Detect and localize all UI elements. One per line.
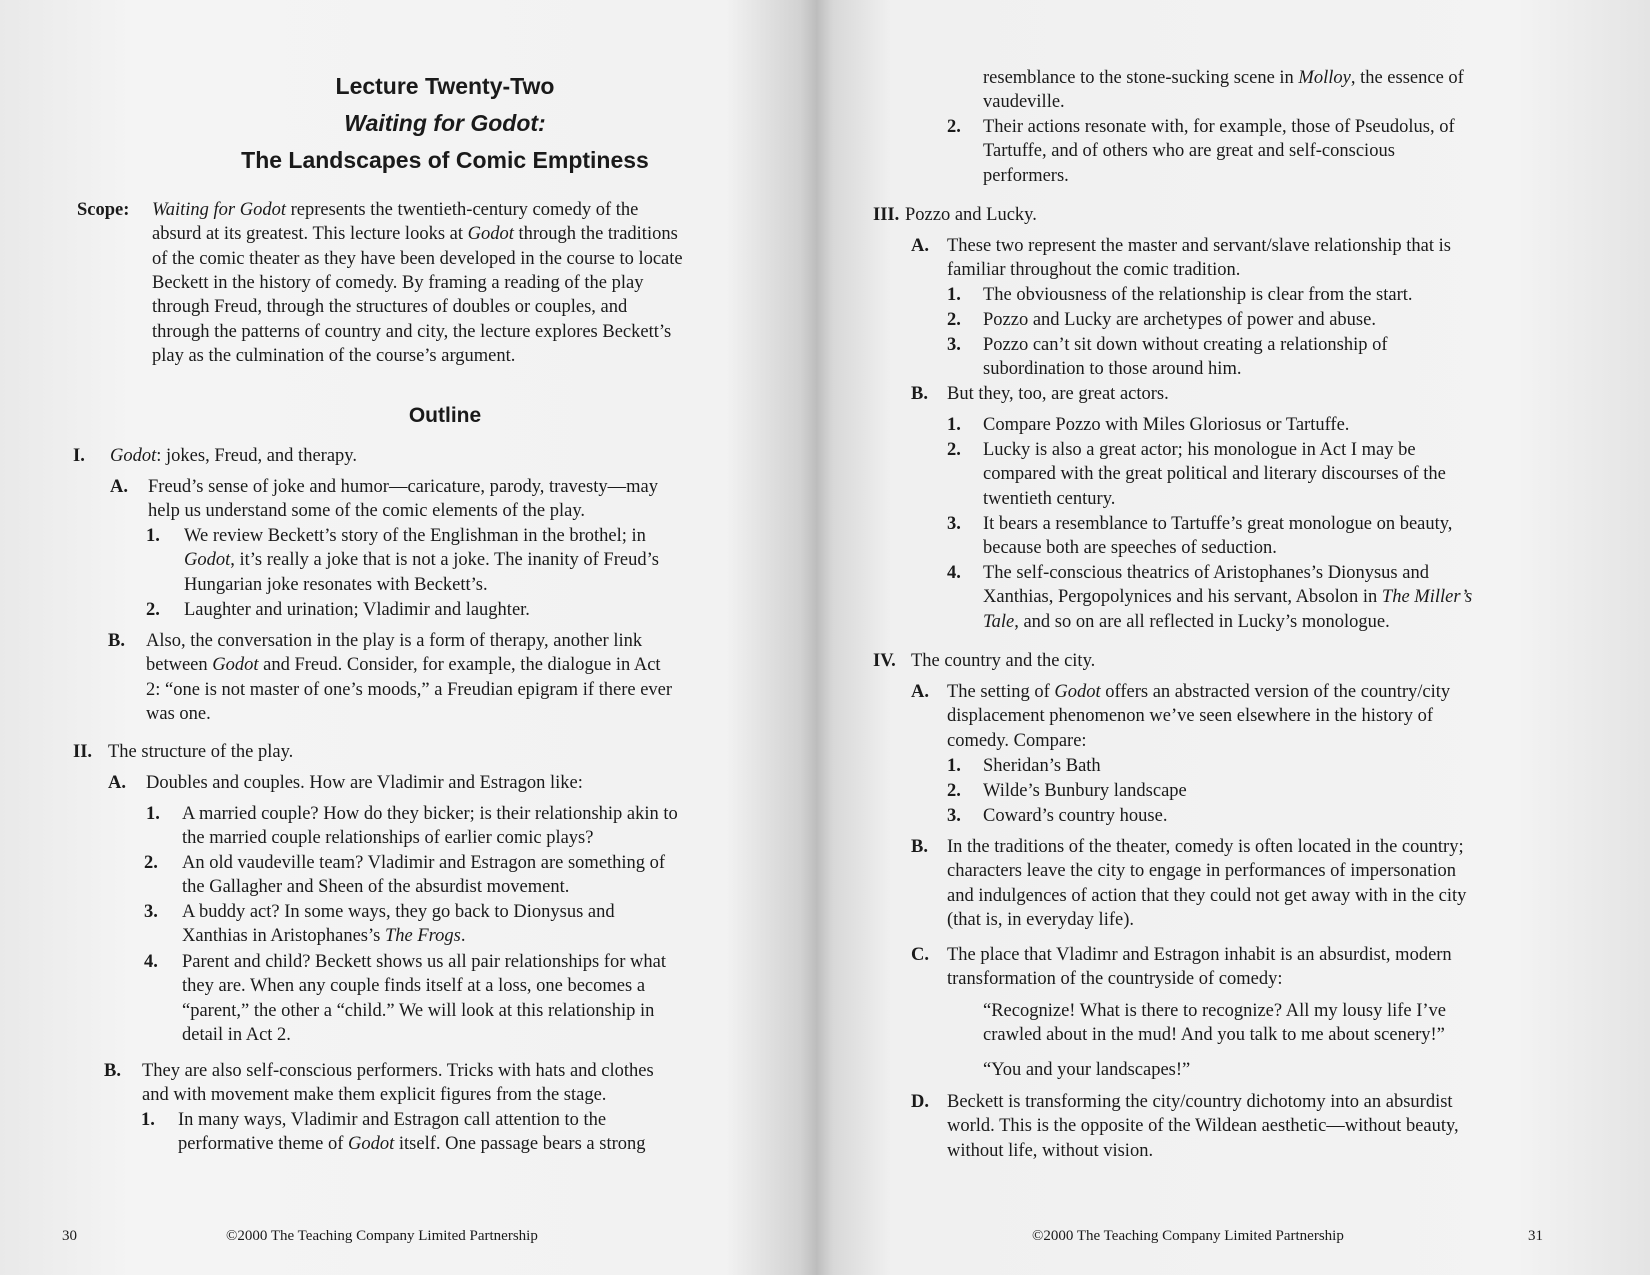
outline-label: A. (110, 477, 128, 497)
left-footer: ©2000 The Teaching Company Limited Partnership (226, 1228, 538, 1244)
text-line: They are also self-conscious performers. Tricks with hats and clothes (142, 1061, 654, 1081)
scope-label: Scope: (77, 200, 130, 220)
outline-label: 3. (947, 514, 961, 534)
text-line: Godot: jokes, Freud, and therapy. (110, 446, 357, 466)
text-line: “parent,” the other a “child.” We will look at this relationship in (182, 1000, 655, 1021)
text-line: It bears a resemblance to Tartuffe’s great monologue on beauty, (983, 514, 1453, 534)
outline-label: II. (73, 742, 93, 762)
text-line: Lucky is also a great actor; his monologue in Act I may be (983, 440, 1416, 460)
text-line: without life, without vision. (947, 1140, 1154, 1161)
lecture-title-block (150, 68, 740, 179)
text-line: world. This is the opposite of the Wildean aesthetic—without beauty, (947, 1116, 1459, 1137)
text-line: The obviousness of the relationship is clear from the start. (983, 285, 1413, 305)
text-line: Beckett is transforming the city/country dichotomy into an absurdist (947, 1092, 1453, 1112)
text-line: they are. When any couple finds itself at a loss, one becomes a (182, 976, 646, 997)
outline-label: B. (104, 1061, 121, 1081)
text-line: An old vaudeville team? Vladimir and Estragon are something of (182, 853, 666, 873)
text-line: the Gallagher and Sheen of the absurdist movement. (182, 877, 570, 898)
lecture-number: Lecture Twenty-Two (335, 73, 555, 99)
outline-label: B. (911, 384, 928, 404)
text-line: These two represent the master and servant/slave relationship that is (947, 236, 1451, 256)
outline-label: 4. (144, 952, 158, 972)
text-line: Beckett in the history of comedy. By framing a reading of the play (152, 272, 644, 293)
text-line: resemblance to the stone-sucking scene in Molloy, the essence of (983, 68, 1464, 88)
outline-label: A. (911, 236, 929, 256)
outline-label: 1. (947, 415, 961, 435)
left-page (0, 0, 820, 1275)
outline-label: 2. (947, 310, 961, 330)
left-page-number: 30 (62, 1228, 77, 1244)
text-line: Wilde’s Bunbury landscape (983, 781, 1187, 801)
outline-heading: Outline (408, 404, 482, 427)
text-line: subordination to those around him. (983, 359, 1242, 380)
outline-label: IV. (873, 651, 896, 671)
text-line: (that is, in everyday life). (947, 909, 1134, 930)
text-line: twentieth century. (983, 488, 1116, 509)
text-line: Compare Pozzo with Miles Gloriosus or Tartuffe. (983, 415, 1350, 435)
text-line: performers. (983, 165, 1069, 186)
text-line: A buddy act? In some ways, they go back to Dionysus and (182, 902, 615, 922)
text-line: between Godot and Freud. Consider, for example, the dialogue in Act (146, 655, 661, 676)
text-line: performative theme of Godot itself. One passage bears a strong (178, 1134, 646, 1155)
text-line: through Freud, through the structures of doubles or couples, and (152, 297, 628, 318)
outline-label: 2. (144, 853, 158, 873)
outline-label: 3. (947, 806, 961, 826)
text-line: The setting of Godot offers an abstracted version of the country/city (947, 682, 1451, 702)
text-line: Also, the conversation in the play is a form of therapy, another link (146, 631, 643, 651)
text-line: Xanthias in Aristophanes’s The Frogs. (182, 926, 466, 947)
outline-label: 1. (947, 756, 961, 776)
text-line: Freud’s sense of joke and humor—caricature, parody, travesty—may (148, 477, 658, 497)
text-line: Laughter and urination; Vladimir and laughter. (184, 600, 530, 620)
outline-label: D. (911, 1092, 929, 1112)
text-line: Tale, and so on are all reflected in Lucky’s monologue. (983, 611, 1390, 632)
text-line: A married couple? How do they bicker; is their relationship akin to (182, 804, 678, 824)
text-line: familiar throughout the comic tradition. (947, 260, 1241, 281)
outline-label: B. (108, 631, 125, 651)
text-line: The structure of the play. (108, 742, 294, 762)
text-line: Doubles and couples. How are Vladimir and Estragon like: (146, 773, 583, 793)
text-line: We review Beckett’s story of the Englishman in the brothel; in (184, 526, 646, 546)
text-line: Xanthias, Pergopolynices and his servant, Absolon in The Miller’s (983, 587, 1473, 608)
text-line: absurd at its greatest. This lecture looks at Godot through the traditions (152, 224, 678, 245)
text-line: Pozzo and Lucky are archetypes of power and abuse. (983, 310, 1376, 330)
text-line: 2: “one is not master of one’s moods,” a Freudian epigram if there ever (146, 679, 673, 700)
outline-label: A. (911, 682, 929, 702)
right-page (825, 0, 1650, 1275)
text-line: In the traditions of the theater, comedy is often located in the country; (947, 837, 1464, 857)
text-line: Tartuffe, and of others who are great and self-conscious (983, 141, 1395, 162)
text-line: through the patterns of country and city, the lecture explores Beckett’s (152, 321, 672, 342)
text-line: detail in Act 2. (182, 1024, 291, 1045)
text-line: play as the culmination of the course’s argument. (152, 345, 516, 366)
outline-label: 2. (947, 781, 961, 801)
text-line: Coward’s country house. (983, 806, 1168, 826)
outline-label: 3. (947, 335, 961, 355)
outline-label: 3. (144, 902, 158, 922)
lecture-play-title: Waiting for Godot: (344, 110, 546, 136)
text-line: help us understand some of the comic elements of the play. (148, 501, 586, 522)
text-line: because both are speeches of seduction. (983, 538, 1277, 559)
right-page-number: 31 (1528, 1228, 1543, 1244)
outline-label: 2. (146, 600, 160, 620)
text-line: In many ways, Vladimir and Estragon call attention to the (178, 1110, 607, 1130)
text-line: and indulgences of action that they could not get away with in the city (947, 885, 1467, 906)
outline-label: III. (873, 205, 900, 225)
text-line: Hungarian joke resonates with Beckett’s. (184, 574, 488, 595)
text-line: crawled about in the mud! And you talk to me about scenery!” (983, 1025, 1445, 1046)
right-footer: ©2000 The Teaching Company Limited Partnership (1032, 1228, 1344, 1244)
outline-label: 1. (146, 526, 160, 546)
text-line: transformation of the countryside of comedy: (947, 969, 1283, 990)
outline-label: B. (911, 837, 928, 857)
text-line: “Recognize! What is there to recognize? All my lousy life I’ve (983, 1001, 1447, 1021)
outline-label: 4. (947, 563, 961, 583)
outline-label: 2. (947, 440, 961, 460)
outline-label: C. (911, 945, 929, 965)
text-line: Pozzo and Lucky. (905, 205, 1037, 225)
text-line: Parent and child? Beckett shows us all pair relationships for what (182, 952, 666, 972)
text-line: vaudeville. (983, 92, 1065, 113)
outline-label: 1. (146, 804, 160, 824)
lecture-subtitle: The Landscapes of Comic Emptiness (241, 147, 649, 173)
text-line: Waiting for Godot represents the twentieth-century comedy of the (152, 200, 639, 220)
text-line: The place that Vladimr and Estragon inhabit is an absurdist, modern (947, 945, 1452, 965)
text-line: But they, too, are great actors. (947, 384, 1169, 404)
text-line: and with movement make them explicit figures from the stage. (142, 1085, 607, 1106)
text-line: Godot, it’s really a joke that is not a joke. The inanity of Freud’s (184, 550, 659, 571)
outline-label: I. (73, 446, 85, 466)
text-line: Sheridan’s Bath (983, 756, 1101, 776)
text-line: The country and the city. (911, 651, 1096, 671)
outline-label: 1. (947, 285, 961, 305)
text-line: Their actions resonate with, for example, those of Pseudolus, of (983, 117, 1455, 137)
text-line: the married couple relationships of earlier comic plays? (182, 828, 594, 849)
text-line: compared with the great political and literary discourses of the (983, 464, 1446, 485)
text-line: “You and your landscapes!” (983, 1060, 1191, 1080)
text-line: of the comic theater as they have been developed in the course to locate (152, 248, 683, 269)
outline-label: 2. (947, 117, 961, 137)
text-line: The self-conscious theatrics of Aristophanes’s Dionysus and (983, 563, 1429, 583)
text-line: was one. (146, 703, 211, 724)
outline-label: 1. (141, 1110, 155, 1130)
text-line: displacement phenomenon we’ve seen elsewhere in the history of (947, 706, 1433, 727)
text-line: characters leave the city to engage in performances of impersonation (947, 861, 1457, 882)
text-line: Pozzo can’t sit down without creating a relationship of (983, 335, 1388, 355)
text-line: comedy. Compare: (947, 730, 1087, 751)
outline-label: A. (108, 773, 126, 793)
